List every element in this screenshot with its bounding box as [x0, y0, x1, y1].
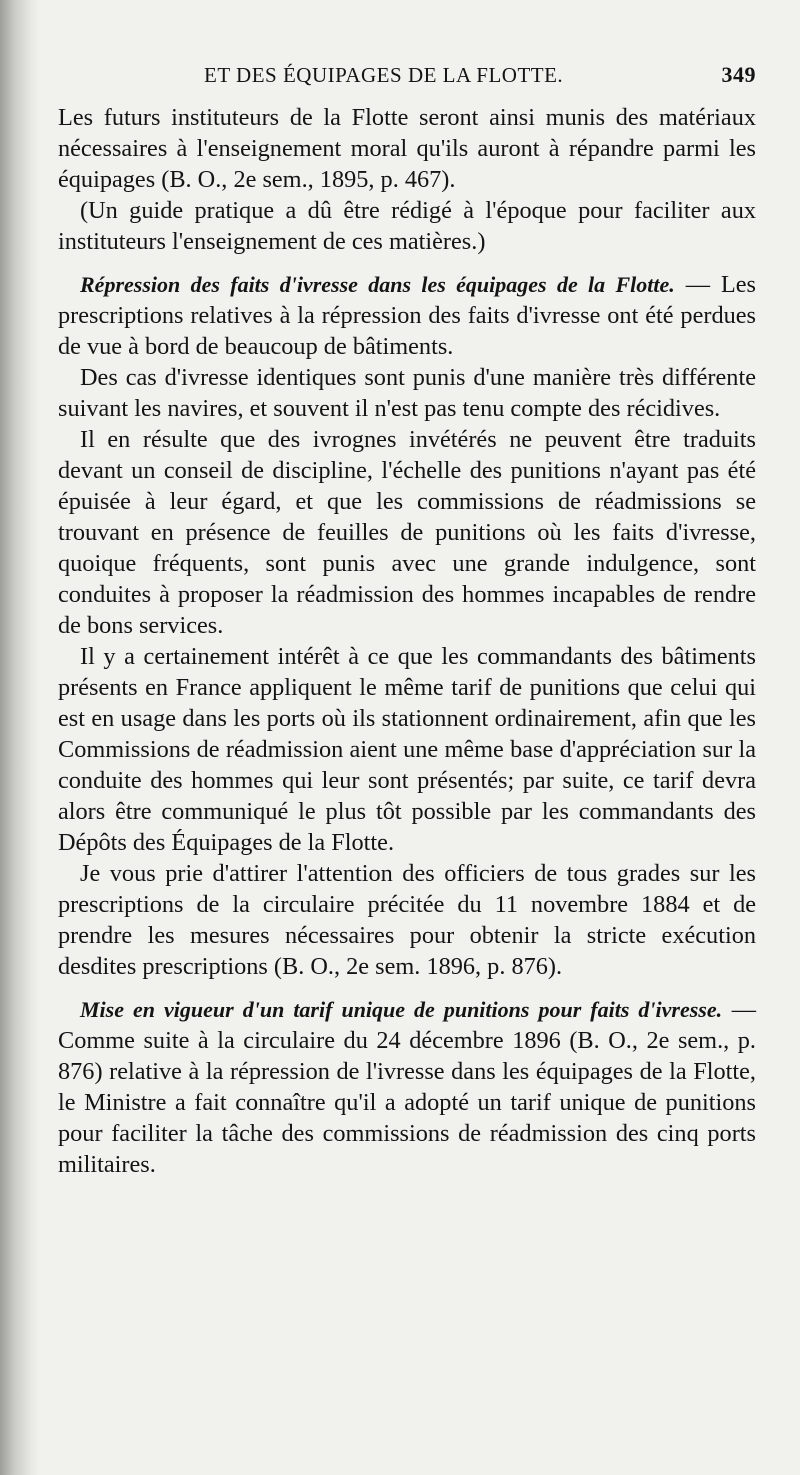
paragraph: Des cas d'ivresse identiques sont punis d'une manière très différente suivant les navires, et souvent il n'est pas tenu compte des récidives. — [58, 364, 756, 422]
page-edge-shadow — [0, 0, 40, 1475]
section-title: Mise en vigueur d'un tarif unique de punitions pour faits d'ivresse. — [80, 997, 723, 1022]
page-number: 349 — [721, 62, 756, 87]
section-repression — [58, 269, 756, 362]
section-tarif — [58, 994, 756, 1180]
book-page — [58, 62, 756, 1180]
paragraph: Je vous prie d'attirer l'attention des officiers de tous grades sur les prescriptions de la circulaire précitée du 11 novembre 1884 et de prendre les mesures nécessaires pour obtenir la stricte exécution desdites prescriptions (B. O., 2e sem. 1896, p. 876). — [58, 860, 756, 980]
section-text: — Comme suite à la circulaire du 24 décembre 1896 (B. O., 2e sem., p. 876) relative à la répression de l'ivresse dans les équipages de la Flotte, le Ministre a fait connaître qu'il a adopté un tarif unique de punitions pour faciliter la tâche des commissions de réadmission des cinq ports militaires. — [58, 996, 756, 1178]
section-title: Répression des faits d'ivresse dans les équipages de la Flotte. — [80, 272, 675, 297]
paragraph: Il en résulte que des ivrognes invétérés ne peuvent être traduits devant un conseil de discipline, l'échelle des punitions n'ayant pas été épuisée à leur égard, et que les commissions de réadmissions se trouvant en présence de feuilles de punitions où les faits d'ivresse, quoique fréquents, sont punis avec une grande indulgence, sont conduites à proposer la réadmission des hommes incapables de rendre de bons services. — [58, 426, 756, 639]
running-title: ET DES ÉQUIPAGES DE LA FLOTTE. — [204, 63, 564, 87]
paragraph: (Un guide pratique a dû être rédigé à l'époque pour faciliter aux instituteurs l'enseignement de ces matières.) — [58, 197, 756, 255]
running-header — [58, 62, 756, 102]
paragraph: Les futurs instituteurs de la Flotte seront ainsi munis des matériaux nécessaires à l'enseignement moral qu'ils auront à répandre parmi les équipages (B. O., 2e sem., 1895, p. 467). — [58, 104, 756, 193]
paragraph: Il y a certainement intérêt à ce que les commandants des bâtiments présents en France appliquent le même tarif de punitions que celui qui est en usage dans les ports où ils stationnent ordinairement, afin que les Commissions de réadmission aient une même base d'appréciation sur la conduite des hommes qui leur sont présentés; par suite, ce tarif devra alors être communiqué le plus tôt possible par les commandants des Dépôts des Équipages de la Flotte. — [58, 643, 756, 856]
section-text: — Les prescriptions relatives à la répression des faits d'ivresse ont été perdues de vue à bord de beaucoup de bâtiments. — [58, 271, 757, 360]
